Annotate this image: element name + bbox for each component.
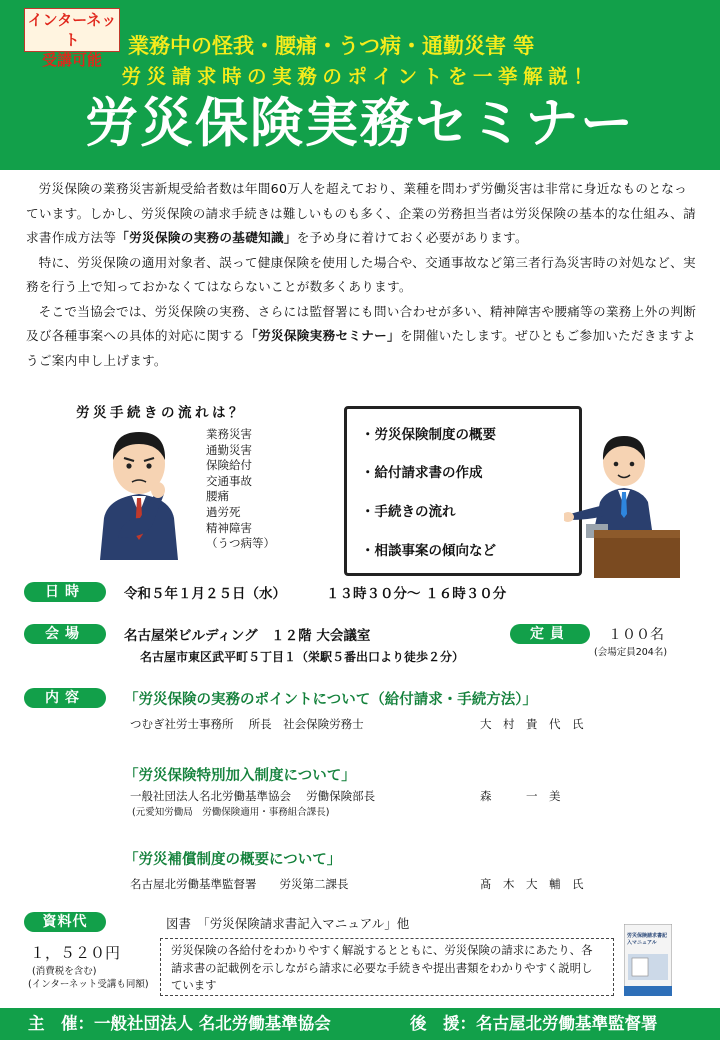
date-label: 日時 bbox=[24, 582, 106, 602]
session-3-title: 「労災補償制度の概要について」 bbox=[124, 852, 342, 868]
topic-item: ・相談事案の傾向など bbox=[361, 543, 496, 559]
book-title: 労災保険請求書記入マニュアル bbox=[627, 933, 668, 946]
manual-book-image bbox=[624, 924, 672, 996]
footer-sponsor: 主 催：一般社団法人 名北労働基準協会 bbox=[28, 1014, 331, 1033]
materials-description: 労災保険の各給付をわかりやすく解説するとともに、労災保険の請求にあたり、各請求書の記載例を示しながら請求に必要な手続きや提出書類をわかりやすく説明しています bbox=[160, 938, 614, 996]
presenter-illustration bbox=[564, 430, 684, 578]
event-date: 令和５年１月２５日（水） bbox=[124, 586, 286, 602]
list-item: 腰痛 bbox=[206, 489, 229, 504]
flow-list bbox=[206, 427, 275, 552]
list-item: 通勤災害 bbox=[206, 442, 252, 457]
list-item: 保険給付 bbox=[206, 458, 252, 473]
intro-paragraph-3 bbox=[26, 300, 698, 374]
event-time: １３時３０分～ １６時３０分 bbox=[326, 586, 507, 602]
list-item: 業務災害 bbox=[206, 427, 252, 441]
capacity-note: (会場定員204名) bbox=[594, 647, 668, 658]
intro-p1-a: 労災保険の業務災害新規受給者数は年間60万人を超えており、業種を問わず労働災害は非常に身近なものとなっています。しかし、労災保険の請求手続きは難しいものも多く、企業の労務担当者は労災保険の基本的な仕組み、請求書作成方法等 bbox=[26, 181, 696, 245]
topic-item: ・給付請求書の作成 bbox=[361, 465, 483, 481]
intro-p1-b: を予め身に着けておく必要があります。 bbox=[296, 230, 528, 245]
capacity-label: 定員 bbox=[510, 624, 590, 644]
footer-banner bbox=[0, 1008, 720, 1040]
session-3-speaker: 髙 木 大 輔 氏 bbox=[480, 877, 584, 891]
session-2-title: 「労災保険特別加入制度について」 bbox=[124, 768, 356, 784]
venue-name: 名古屋栄ビルディング １２階 大会議室 bbox=[124, 628, 371, 644]
topic-item: ・労災保険制度の概要 bbox=[361, 427, 496, 443]
subtitle-2: 労災請求時の実務のポイントを一挙解説！ bbox=[121, 65, 599, 88]
tax-note: (消費税を含む) bbox=[32, 966, 97, 977]
session-2-org-note: (元愛知労働局 労働保険適用・事務組合課長) bbox=[132, 807, 330, 818]
intro-text bbox=[26, 177, 698, 373]
session-1-org: つむぎ社労士事務所 所長 社会保険労務士 bbox=[130, 717, 364, 731]
topic-item: ・手続きの流れ bbox=[361, 504, 456, 520]
topics-board bbox=[344, 406, 582, 576]
venue-label: 会場 bbox=[24, 624, 106, 644]
venue-address: 名古屋市東区武平町５丁目１（栄駅５番出口より徒歩２分） bbox=[140, 650, 465, 664]
session-2-speaker: 森 一 美 bbox=[480, 789, 561, 803]
intro-p3-a: そこで当協会では、労災保険の実務、さらには監督署にも問い合わせが多い、精神障害や腰痛等の業務上外の判断及び各種事案への具体的対応に関する bbox=[26, 303, 697, 343]
intro-p3-bold: 「労災保険実務セミナー」 bbox=[245, 328, 400, 343]
badge-line-2: 受講可能 bbox=[41, 51, 102, 69]
intro-paragraph-1 bbox=[26, 177, 698, 251]
intro-p1-bold: 「労災保険の実務の基礎知識」 bbox=[116, 230, 297, 245]
materials-price: １，５２０円 bbox=[30, 944, 121, 962]
session-1-title: 「労災保険の実務のポイントについて（給付請求・手続方法）」 bbox=[124, 692, 537, 708]
list-item: （うつ病等） bbox=[206, 536, 275, 551]
page-title: 労災保険実務セミナー bbox=[85, 93, 635, 154]
subtitle-1: 業務中の怪我・腰痛・うつ病・通勤災害 等 bbox=[128, 34, 535, 58]
materials-label: 資料代 bbox=[24, 912, 106, 932]
thinking-person-illustration bbox=[96, 426, 182, 560]
content-label: 内容 bbox=[24, 688, 106, 708]
list-item: 精神障害 bbox=[206, 520, 252, 535]
session-3-org: 名古屋北労働基準監督署 労災第二課長 bbox=[130, 877, 349, 891]
intro-paragraph-2: 特に、労災保険の適用対象者、誤って健康保険を使用した場合や、交通事故など第三者行為災害時の対処など、実務を行う上で知っておかなくてはならないことが数多くあります。 bbox=[26, 254, 696, 294]
list-item: 過労死 bbox=[206, 504, 241, 519]
session-2-org: 一般社団法人名北労働基準協会 労働保険部長 bbox=[130, 789, 376, 803]
internet-price-note: (インターネット受講も同額) bbox=[28, 979, 149, 990]
footer-support: 後 援：名古屋北労働基準監督署 bbox=[410, 1014, 658, 1033]
capacity-value: １００名 bbox=[608, 627, 664, 643]
list-item: 交通事故 bbox=[206, 473, 252, 488]
internet-badge bbox=[24, 8, 120, 69]
intro-p3-b: を開催いたします。ぜひともご参加いただきますようご案内申し上げます。 bbox=[26, 328, 696, 368]
session-1-speaker: 大 村 貴 代 氏 bbox=[480, 717, 584, 731]
badge-line-1: インターネット bbox=[27, 11, 117, 49]
flow-heading: 労災手続きの流れは？ bbox=[76, 405, 246, 421]
materials-text: 図書 「労災保険請求書記入マニュアル」他 bbox=[166, 916, 410, 931]
